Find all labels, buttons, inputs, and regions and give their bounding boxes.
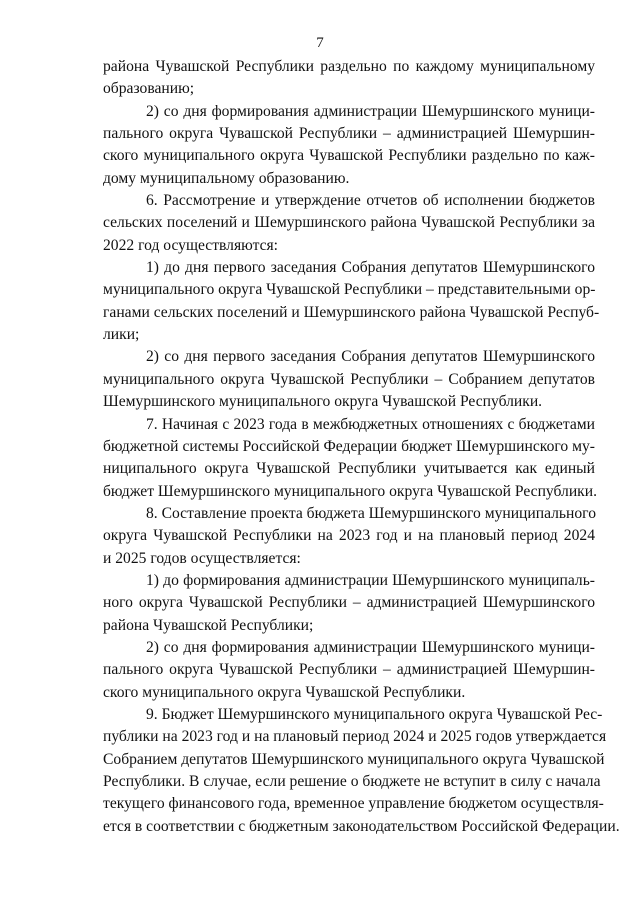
paragraph-line: лики;: [103, 326, 140, 344]
paragraph-line: Шемуршинского муниципального округа Чувашской Республики.: [103, 393, 543, 411]
document-body: [103, 56, 620, 838]
paragraph: [103, 570, 595, 637]
paragraph-line: дому муниципальному образованию.: [103, 169, 350, 187]
paragraph-line: района Чувашской Республики раздельно по каждому муниципальному: [103, 58, 595, 75]
paragraph-line: 2) со дня формирования администрации Шемуршинского муници-: [146, 102, 595, 120]
paragraph-line: Республики. В случае, если решение о бюджете не вступит в силу с начала: [103, 773, 601, 790]
paragraph-line: 1) до дня первого заседания Собрания депутатов Шемуршинского: [146, 259, 595, 277]
paragraph: [103, 101, 595, 190]
paragraph-line: 2) со дня формирования администрации Шемуршинского муници-: [146, 638, 595, 656]
paragraph-line: 2022 год осуществляются:: [103, 236, 279, 254]
paragraph-line: бюджетной системы Российской Федерации бюджет Шемуршинского му-: [103, 437, 595, 455]
paragraph: [103, 346, 595, 413]
paragraph-line: муниципального округа Чувашской Республики – представительными ор-: [103, 281, 596, 299]
paragraph-line: и 2025 годов осуществляется:: [103, 549, 301, 567]
paragraph-line: пального округа Чувашской Республики – администрацией Шемуршин-: [103, 125, 595, 143]
paragraph: [103, 637, 595, 704]
paragraph-line: 6. Рассмотрение и утверждение отчетов об исполнении бюджетов: [146, 192, 595, 210]
paragraph-line: района Чувашской Республики;: [103, 616, 314, 634]
paragraph-line: ганами сельских поселений и Шемуршинского района Чувашской Респуб-: [103, 303, 600, 321]
paragraph: [103, 503, 595, 570]
paragraph-line: 1) до формирования администрации Шемуршинского муниципаль-: [146, 571, 595, 589]
paragraph-line: муниципального округа Чувашской Республики – Собранием депутатов: [103, 370, 595, 388]
paragraph-line: пального округа Чувашской Республики – администрацией Шемуршин-: [103, 661, 595, 679]
paragraph: [103, 257, 600, 346]
paragraph-line: образованию;: [103, 80, 195, 98]
paragraph-line: ного округа Чувашской Республики – администрацией Шемуршинского: [103, 594, 595, 612]
paragraph-line: 9. Бюджет Шемуршинского муниципального округа Чувашской Рес-: [146, 705, 603, 723]
paragraph-line: ского муниципального округа Чувашской Республики.: [103, 683, 466, 701]
paragraph-line: 7. Начиная с 2023 года в межбюджетных отношениях с бюджетами: [146, 415, 595, 433]
paragraph-line: текущего финансового года, временное управление бюджетом осуществля-: [103, 795, 604, 813]
paragraph-line: сельских поселений и Шемуршинского района Чувашской Республики за: [103, 214, 595, 232]
paragraph-line: бюджет Шемуршинского муниципального округа Чувашской Республики.: [103, 482, 597, 500]
paragraph-line: ется в соответствии с бюджетным законодательством Российской Федерации.: [103, 817, 620, 835]
page-number: 7: [316, 35, 324, 51]
paragraph: [103, 414, 595, 503]
paragraph-line: Собранием депутатов Шемуршинского муниципального округа Чувашской: [103, 750, 605, 768]
paragraph-line: округа Чувашской Республики на 2023 год и на плановый период 2024: [103, 527, 595, 545]
paragraph: [103, 704, 620, 838]
paragraph-line: ниципального округа Чувашской Республики учитывается как единый: [103, 460, 595, 478]
paragraph: [103, 56, 595, 101]
paragraph: [103, 190, 595, 257]
paragraph-line: 8. Составление проекта бюджета Шемуршинского муниципального: [146, 504, 596, 522]
paragraph-line: ского муниципального округа Чувашской Республики раздельно по каж-: [103, 147, 595, 165]
paragraph-line: публики на 2023 год и на плановый период 2024 и 2025 годов утверждается: [103, 728, 607, 746]
paragraph-line: 2) со дня первого заседания Собрания депутатов Шемуршинского: [146, 348, 595, 366]
